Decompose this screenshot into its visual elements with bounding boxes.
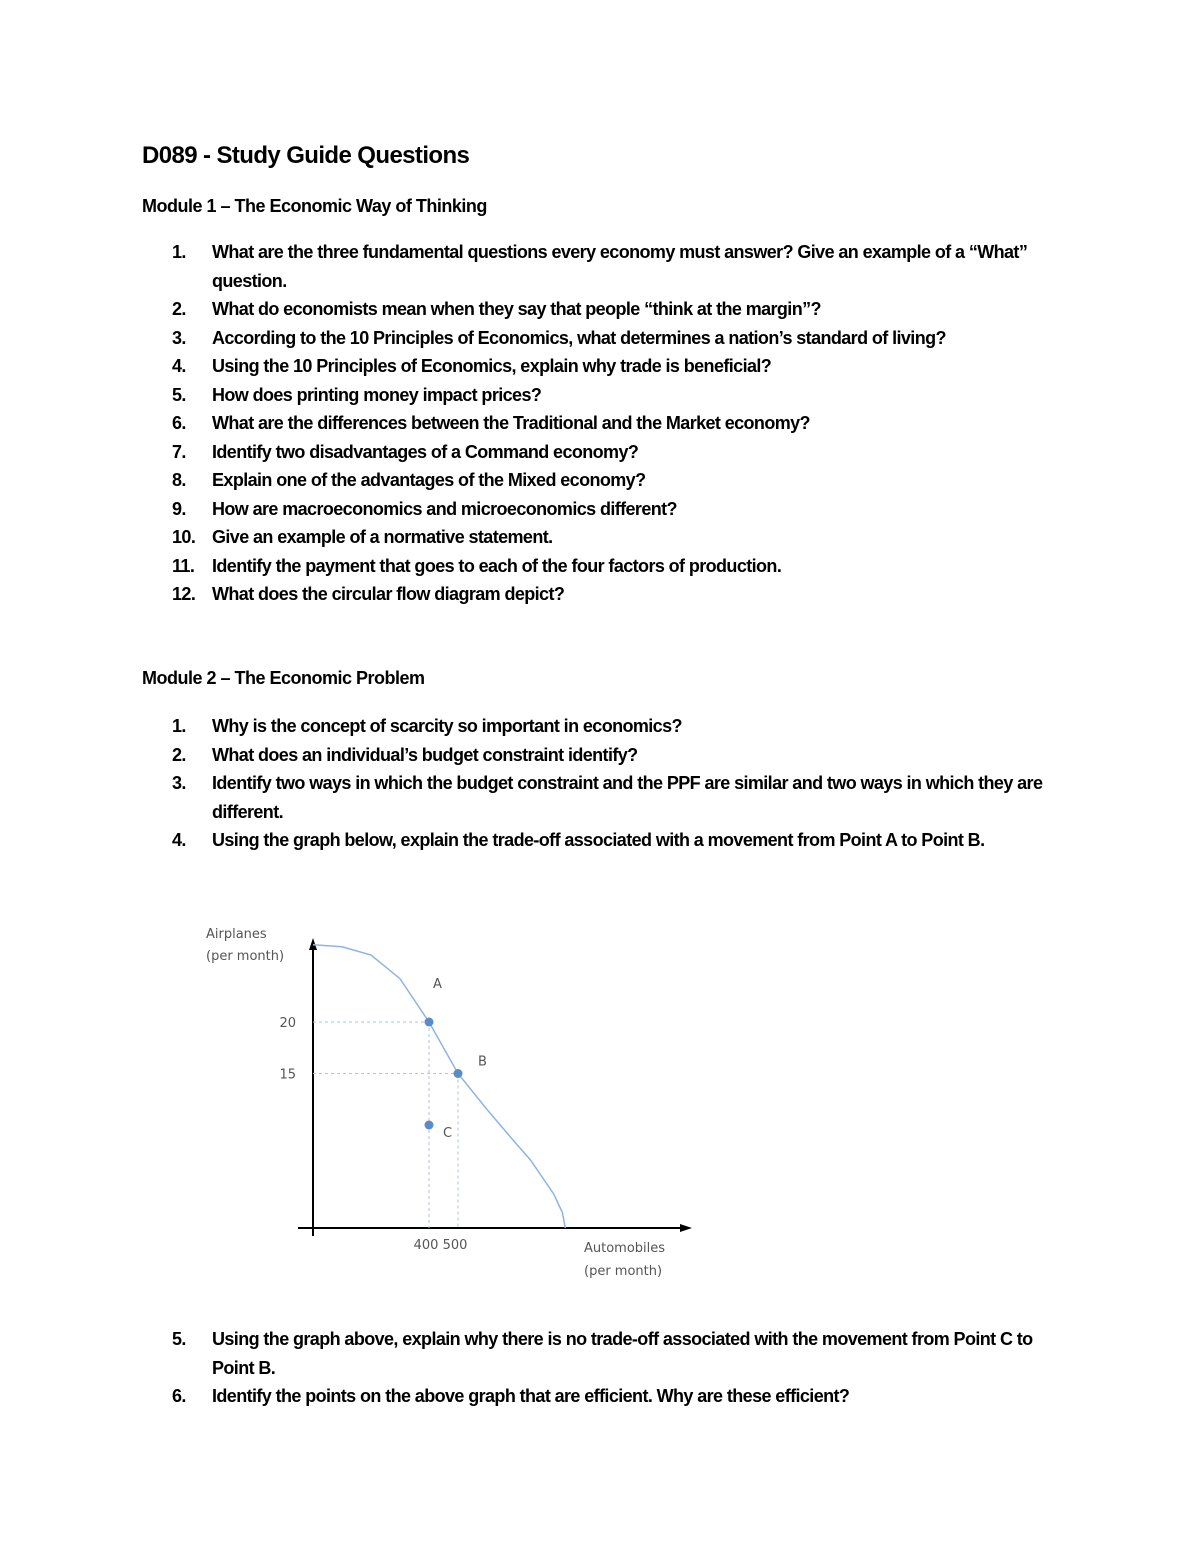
question-number: 3. — [172, 773, 186, 793]
module-2-question-list-continued — [0, 1325, 1200, 1411]
question-text: Give an example of a normative statement. — [212, 527, 553, 547]
point-label-b: B — [478, 1054, 487, 1070]
x-axis-arrow — [680, 1224, 692, 1232]
question-number: 1. — [172, 242, 186, 262]
question-text: How does printing money impact prices? — [212, 384, 542, 405]
question-text: Explain one of the advantages of the Mixed economy? — [212, 470, 646, 490]
y-tick-label: 20 — [279, 1016, 296, 1031]
question-number: 6. — [172, 1386, 186, 1406]
question-text: Why is the concept of scarcity so important in economics? — [212, 716, 682, 736]
question-item — [0, 1382, 1062, 1411]
question-text: Using the graph above, explain why there is no trade-off associated with the movement from Point C to Point B. — [212, 1329, 1033, 1378]
question-text: Identify two disadvantages of a Command economy? — [212, 441, 639, 462]
point-c — [425, 1121, 434, 1130]
question-number: 7. — [172, 441, 186, 462]
question-number: 4. — [172, 830, 186, 850]
question-text: What do economists mean when they say that people “think at the margin”? — [212, 299, 821, 319]
y-axis-label: (per month) — [206, 949, 285, 964]
question-number: 4. — [172, 356, 186, 376]
question-number: 5. — [172, 1329, 186, 1349]
y-tick-label: 15 — [279, 1067, 296, 1083]
question-number: 1. — [172, 716, 186, 736]
question-number: 2. — [172, 744, 186, 765]
question-text: What does the circular flow diagram depict? — [212, 584, 565, 604]
point-b — [454, 1069, 463, 1078]
y-axis-arrow — [309, 938, 317, 950]
question-text: Identify two ways in which the budget constraint and the PPF are similar and two ways in which they are different. — [212, 773, 1043, 822]
module-2-heading: Module 2 – The Economic Problem — [142, 668, 425, 688]
question-text: According to the 10 Principles of Economics, what determines a nation’s standard of living? — [212, 327, 946, 348]
x-axis-label: (per month) — [584, 1264, 663, 1279]
question-number: 12. — [172, 584, 196, 604]
question-item — [0, 1325, 1062, 1382]
question-number: 10. — [172, 527, 196, 547]
question-number: 8. — [172, 470, 186, 490]
question-number: 2. — [172, 299, 186, 319]
question-text: Identify the points on the above graph that are efficient. Why are these efficient? — [212, 1386, 850, 1406]
question-text: Using the 10 Principles of Economics, explain why trade is beneficial? — [212, 356, 772, 376]
question-number: 6. — [172, 413, 186, 433]
question-text: Using the graph below, explain the trade-off associated with a movement from Point A to Point B. — [212, 830, 985, 850]
point-a — [425, 1018, 434, 1027]
question-text: What are the differences between the Traditional and the Market economy? — [212, 413, 810, 433]
x-tick-label: 400 — [413, 1238, 439, 1253]
question-text: What does an individual’s budget constraint identify? — [212, 744, 638, 765]
point-label-c: C — [443, 1126, 453, 1141]
question-number: 11. — [172, 555, 195, 576]
module-1-heading: Module 1 – The Economic Way of Thinking — [142, 196, 487, 216]
document-title: D089 - Study Guide Questions — [142, 142, 470, 169]
x-axis-label: Automobiles — [584, 1241, 666, 1256]
question-text: What are the three fundamental questions every economy must answer? Give an example of a “What” question. — [212, 242, 1028, 291]
x-tick-label: 500 — [442, 1238, 468, 1253]
question-text: How are macroeconomics and microeconomics different? — [212, 498, 677, 519]
question-number: 3. — [172, 327, 186, 348]
question-number: 5. — [172, 384, 186, 405]
y-axis-label: Airplanes — [206, 927, 267, 942]
question-text: Identify the payment that goes to each of the four factors of production. — [212, 555, 782, 576]
question-number: 9. — [172, 498, 186, 519]
point-label-a: A — [433, 977, 442, 992]
